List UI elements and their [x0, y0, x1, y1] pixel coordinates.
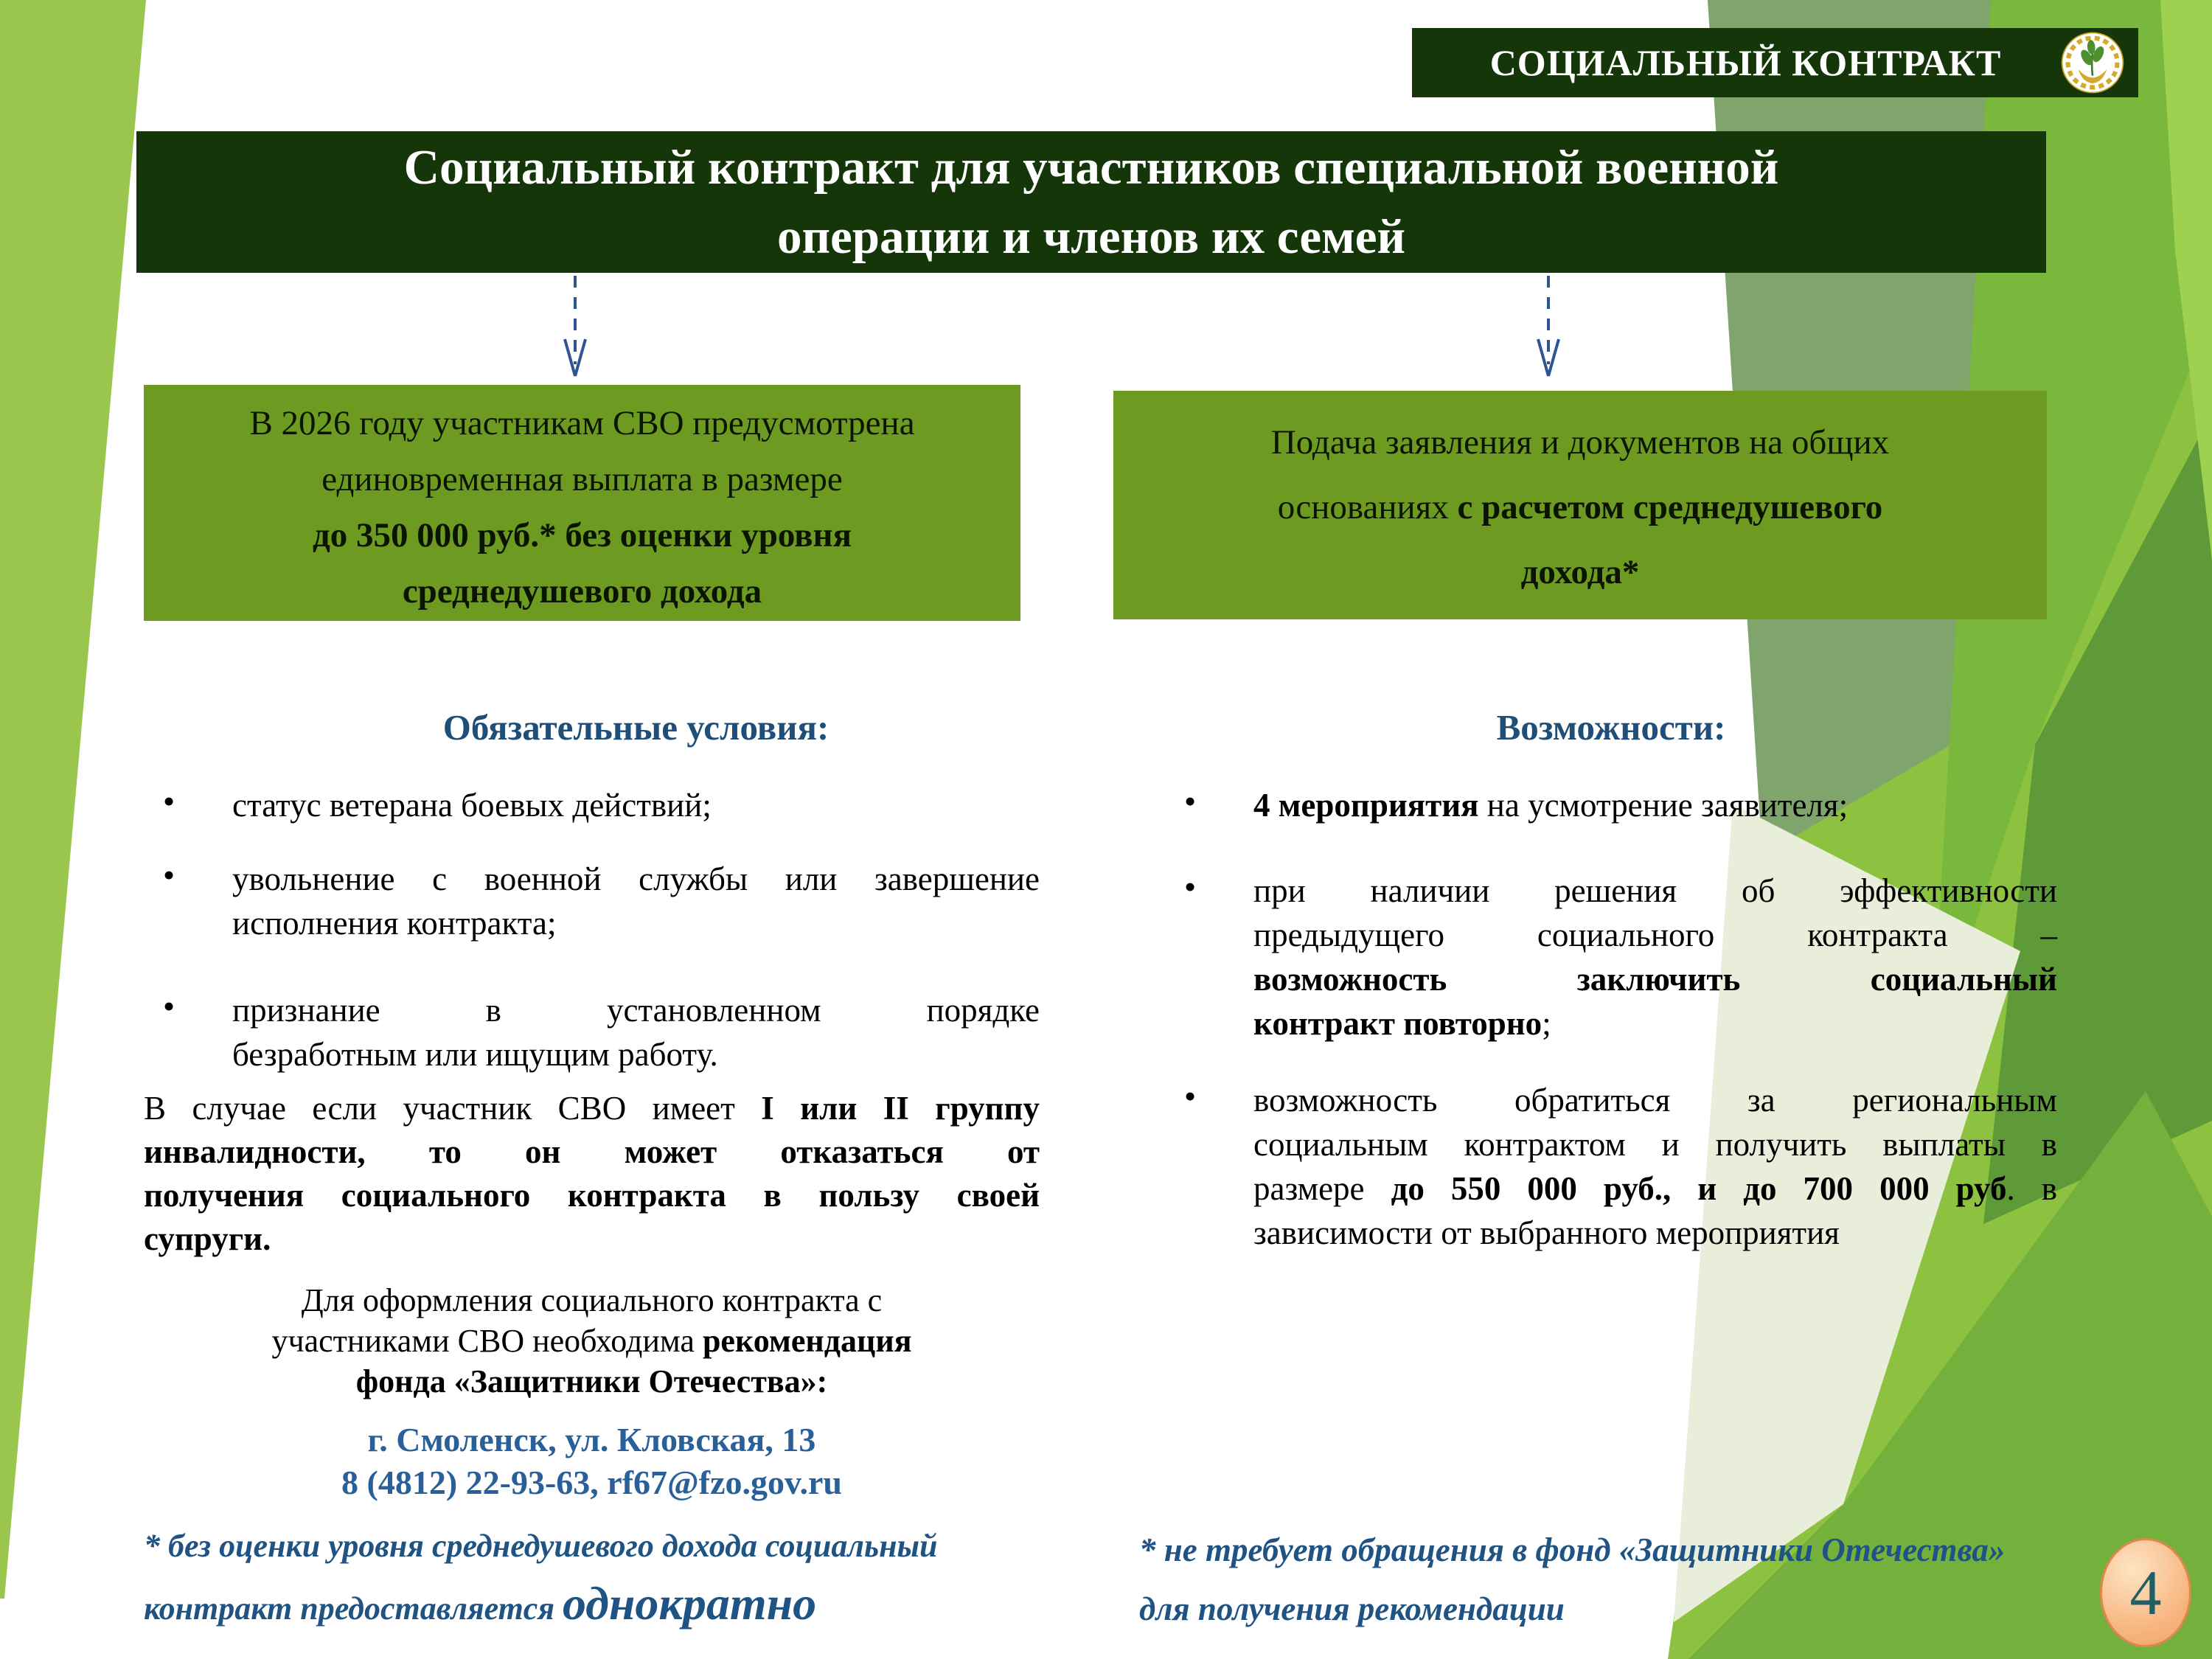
bullet-text: зависимости от выбранного мероприятия: [1253, 1214, 1840, 1251]
list-item: [144, 988, 1040, 1077]
footnote-line: [144, 1575, 1117, 1638]
bullet-text: [1253, 1166, 2057, 1211]
text-run: 4 мероприятия: [1253, 787, 1479, 824]
text-run: до 550 000 руб., и до 700 000 руб: [1391, 1170, 2007, 1207]
bullet-icon: •: [1184, 1077, 1197, 1115]
right-footnote: [1139, 1520, 2142, 1638]
contact-address: г. Смоленск, ул. Кловская, 13: [367, 1421, 816, 1458]
left-footnote: [144, 1517, 1117, 1638]
highlight-left-line1: В 2026 году участникам СВО предусмотрена: [249, 404, 915, 442]
text-run: рекомендация: [702, 1323, 912, 1359]
contact-phone-email: 8 (4812) 22-93-63, rf67@fzo.gov.ru: [341, 1464, 842, 1501]
paragraph-line: [144, 1087, 1040, 1130]
bullet-text: возможность заключить социальный: [1253, 961, 2057, 998]
list-item: [144, 783, 1040, 827]
list-item: [144, 857, 1040, 945]
left-column-heading: Обязательные условия:: [442, 707, 830, 748]
text-run: В случае если участник СВО имеет: [144, 1090, 762, 1127]
header-banner-label: СОЦИАЛЬНЫЙ КОНТРАКТ: [1489, 42, 2002, 83]
text-run: однократно: [562, 1577, 817, 1630]
bullet-text: [1253, 783, 2057, 827]
bullet-text: при наличии решения об эффективности: [1253, 872, 2057, 909]
page-number: 4: [2129, 1557, 2162, 1628]
text-run: . в: [2006, 1170, 2057, 1207]
page-number-badge: [2100, 1538, 2191, 1647]
highlight-right-line2: [1113, 475, 2047, 540]
contact-block: [144, 1419, 1040, 1504]
bullet-text: предыдущего социального контракта –: [1253, 917, 2057, 953]
bullet-icon: •: [163, 856, 175, 894]
text-run: контракт предоставляется: [144, 1590, 563, 1627]
slide-title-line2: операции и членов их семей: [776, 209, 1406, 264]
bullet-icon: •: [163, 782, 175, 820]
header-banner: [1412, 28, 2138, 97]
bullet-text: признание в установленном порядке: [232, 992, 1040, 1029]
footnote-line: * без оценки уровня среднедушевого дохода социальный: [144, 1528, 938, 1564]
note-line: Для оформления социального контракта с: [301, 1282, 883, 1318]
bullet-icon: •: [1184, 868, 1197, 905]
highlight-right-line3: дохода*: [1520, 553, 1640, 591]
bullet-text: возможность обратиться за региональным: [1253, 1082, 2057, 1119]
down-arrow-icon: [1534, 276, 1563, 379]
bullet-icon: •: [163, 987, 175, 1025]
bullet-text: статус ветерана боевых действий;: [232, 787, 712, 824]
highlight-right-line1: Подача заявления и документов на общих: [1270, 423, 1890, 462]
paragraph-line: инвалидности, то он может отказаться от: [144, 1133, 1040, 1170]
highlight-box-left: [144, 385, 1020, 621]
bullet-text: [1253, 1001, 2057, 1046]
text-run: на усмотрение заявителя;: [1478, 787, 1848, 824]
text-run: размере: [1253, 1170, 1391, 1207]
fund-emblem-icon: [2057, 30, 2128, 95]
list-item: [1165, 869, 2057, 1046]
bullet-text: социальным контрактом и получить выплаты в: [1253, 1126, 2057, 1163]
slide-title-line1: Социальный контракт для участников специальной военной: [403, 140, 1779, 195]
bullet-text: безработным или ищущим работу.: [232, 1036, 718, 1073]
text-run: основаниях: [1277, 488, 1458, 526]
slide-title-bar: [136, 131, 2046, 273]
disability-paragraph: [144, 1087, 1040, 1261]
text-run: участниками СВО необходима: [271, 1323, 703, 1359]
list-item: [1165, 1078, 2057, 1255]
note-line: [144, 1321, 1040, 1361]
highlight-left-line4: среднедушевого дохода: [402, 572, 762, 611]
down-arrow-icon: [560, 276, 590, 379]
highlight-box-right: [1113, 391, 2047, 619]
bullet-text: увольнение с военной службы или завершение: [232, 860, 1040, 897]
text-run: контракт повторно: [1253, 1005, 1543, 1042]
list-item: [1165, 783, 2057, 827]
text-run: с расчетом среднедушевого: [1457, 488, 1883, 526]
note-line: фонда «Защитники Отечества»:: [355, 1363, 828, 1399]
footnote-line: для получения рекомендации: [1139, 1590, 1565, 1627]
bullet-icon: •: [1184, 782, 1197, 820]
highlight-left-line3: до 350 000 руб.* без оценки уровня: [312, 516, 852, 554]
right-column-heading: Возможности:: [1496, 707, 1726, 748]
footnote-line: * не требует обращения в фонд «Защитники Отечества»: [1139, 1531, 2006, 1568]
recommendation-note: [144, 1280, 1040, 1402]
paragraph-line: супруги.: [144, 1220, 271, 1257]
text-run: I или II группу: [761, 1090, 1040, 1127]
bullet-text: исполнения контракта;: [232, 905, 557, 942]
paragraph-line: получения социального контракта в пользу своей: [144, 1177, 1040, 1214]
text-run: ;: [1542, 1005, 1551, 1042]
highlight-left-line2: единовременная выплата в размере: [321, 460, 843, 498]
